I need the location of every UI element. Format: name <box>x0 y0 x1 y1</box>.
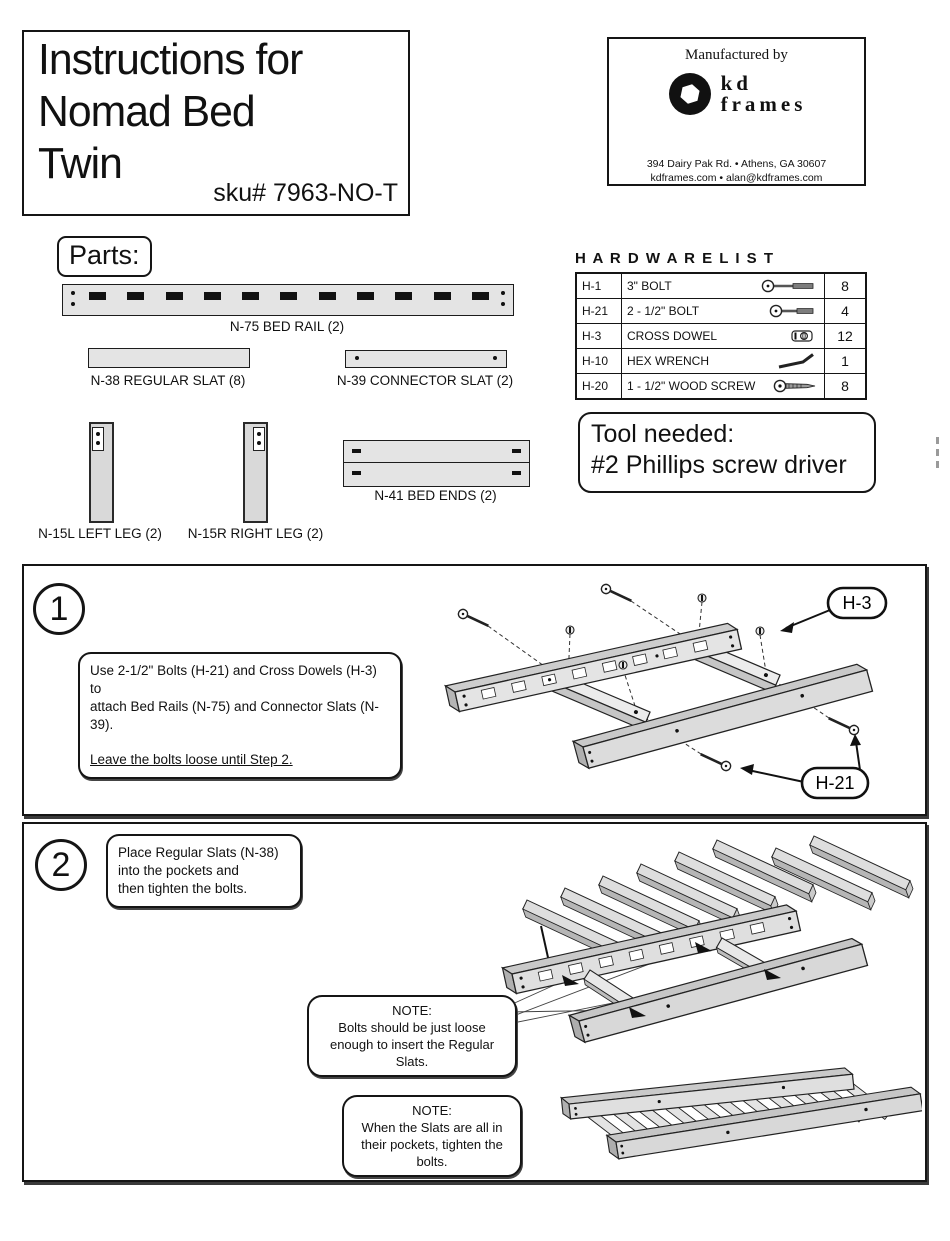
instruction-line: into the pockets and <box>118 863 239 878</box>
note-line: enough to insert the Regular <box>329 1037 495 1052</box>
manufactured-by-label: Manufactured by <box>685 47 788 63</box>
bolt-3in-icon <box>761 278 819 294</box>
svg-text:H-21: H-21 <box>815 773 855 793</box>
hardware-code: H-20 <box>577 374 622 398</box>
step-1-badge: 1 <box>33 583 85 635</box>
note-box-tighten-bolts <box>342 1095 522 1177</box>
hex-wrench-icon <box>777 353 819 369</box>
bolt-drawing <box>827 714 860 736</box>
hardware-qty: 8 <box>841 278 849 294</box>
title-line: Instructions for <box>38 35 303 84</box>
brand-line: frames <box>720 92 807 116</box>
note-line: Bolts should be just loose <box>338 1020 486 1035</box>
sku-label: sku# 7963-NO-T <box>213 179 398 207</box>
bed-rail-label: N-75 BED RAIL (2) <box>229 319 345 334</box>
svg-text:H-3: H-3 <box>842 593 872 613</box>
instruction-line: Use 2-1/2" Bolts (H-21) and Cross Dowels (H-3) to <box>90 663 377 696</box>
step-2-instruction-box <box>106 834 302 908</box>
hardware-desc-cell <box>622 299 825 323</box>
callout-h3 <box>780 588 886 633</box>
manufacturer-address <box>609 157 864 185</box>
bolt-drawing <box>699 750 732 772</box>
tool-needed-box <box>578 412 876 493</box>
instruction-line: attach Bed Rails (N-75) and Connector Slats (N-39). <box>90 699 379 732</box>
title-box <box>22 30 410 216</box>
hardware-code: H-3 <box>577 324 622 348</box>
hardware-code: H-1 <box>577 274 622 298</box>
title-line: Twin <box>38 139 122 188</box>
hardware-desc: HEX WRENCH <box>627 354 710 368</box>
callout-h21 <box>740 734 868 798</box>
connector-slat-drawing <box>345 350 507 368</box>
table-row <box>577 349 865 374</box>
fold-mark <box>936 461 939 468</box>
note-line: their pockets, tighten the <box>361 1137 503 1152</box>
bed-ends-label: N-41 BED ENDS (2) <box>374 488 497 503</box>
page-title <box>38 34 302 190</box>
cross-dowel-icon <box>785 328 819 344</box>
step-2-section <box>22 822 927 1182</box>
wood-screw-icon <box>773 378 819 394</box>
hardware-desc: 3" BOLT <box>627 279 672 293</box>
manufacturer-box <box>607 37 866 186</box>
address-line: 394 Dairy Pak Rd. • Athens, GA 30607 <box>646 158 827 170</box>
kd-frames-logo-icon <box>667 71 713 117</box>
note-box-loose-bolts <box>307 995 517 1077</box>
brand-line: kd <box>720 71 752 95</box>
connector-slat-label: N-39 CONNECTOR SLAT (2) <box>336 373 514 388</box>
step-2-badge: 2 <box>35 839 87 891</box>
regular-slat-drawing <box>88 348 250 368</box>
hardware-qty: 12 <box>837 328 853 344</box>
table-row <box>577 299 865 324</box>
bolt-drawing <box>457 608 490 630</box>
bolt-drawing <box>600 583 633 605</box>
bed-rail-drawing <box>62 284 514 316</box>
hardware-desc: 2 - 1/2" BOLT <box>627 304 700 318</box>
hardware-list-table <box>575 272 867 400</box>
hardware-desc-cell <box>622 274 825 298</box>
step-1-section <box>22 564 927 816</box>
step-1-diagram <box>430 570 922 810</box>
note-title: NOTE: <box>412 1103 452 1118</box>
tool-needed-value: #2 Phillips screw driver <box>591 451 847 479</box>
note-line: bolts. <box>416 1154 448 1169</box>
regular-slat-label: N-38 REGULAR SLAT (8) <box>90 373 246 388</box>
hardware-desc-cell <box>622 374 825 398</box>
fold-mark <box>936 437 939 444</box>
hardware-desc: 1 - 1/2" WOOD SCREW <box>627 379 756 393</box>
bolt-2half-icon <box>769 303 819 319</box>
note-line: When the Slats are all in <box>361 1120 503 1135</box>
contact-line: kdframes.com • alan@kdframes.com <box>650 172 823 184</box>
table-row <box>577 374 865 398</box>
title-line: Nomad Bed <box>38 87 255 136</box>
right-leg-drawing <box>243 422 268 523</box>
hardware-list-title: H A R D W A R E L I S T <box>575 250 775 267</box>
left-leg-drawing <box>89 422 114 523</box>
note-title: NOTE: <box>392 1003 432 1018</box>
table-row <box>577 274 865 299</box>
instruction-line: Place Regular Slats (N-38) <box>118 845 279 860</box>
brand-logo <box>609 71 864 117</box>
hardware-desc-cell <box>622 349 825 373</box>
hardware-qty: 8 <box>841 378 849 394</box>
left-leg-label: N-15L LEFT LEG (2) <box>38 526 162 541</box>
table-row <box>577 324 865 349</box>
hardware-desc: CROSS DOWEL <box>627 329 718 343</box>
brand-name <box>721 73 807 115</box>
instruction-line: then tighten the bolts. <box>118 881 248 896</box>
hardware-qty: 4 <box>841 303 849 319</box>
hardware-desc-cell <box>622 324 825 348</box>
fold-mark <box>936 449 939 456</box>
step-1-instruction-box <box>78 652 402 779</box>
assembled-frame <box>561 1067 922 1160</box>
instruction-line-underlined: Leave the bolts loose until Step 2. <box>90 752 293 767</box>
bed-ends-drawing <box>343 440 528 486</box>
parts-heading: Parts: <box>57 236 152 277</box>
hardware-code: H-10 <box>577 349 622 373</box>
hardware-qty: 1 <box>841 353 849 369</box>
right-leg-label: N-15R RIGHT LEG (2) <box>187 526 324 541</box>
bed-rail-pockets <box>89 292 489 300</box>
note-line: Slats. <box>395 1054 429 1069</box>
tool-needed-label: Tool needed: <box>591 420 735 448</box>
hardware-code: H-21 <box>577 299 622 323</box>
